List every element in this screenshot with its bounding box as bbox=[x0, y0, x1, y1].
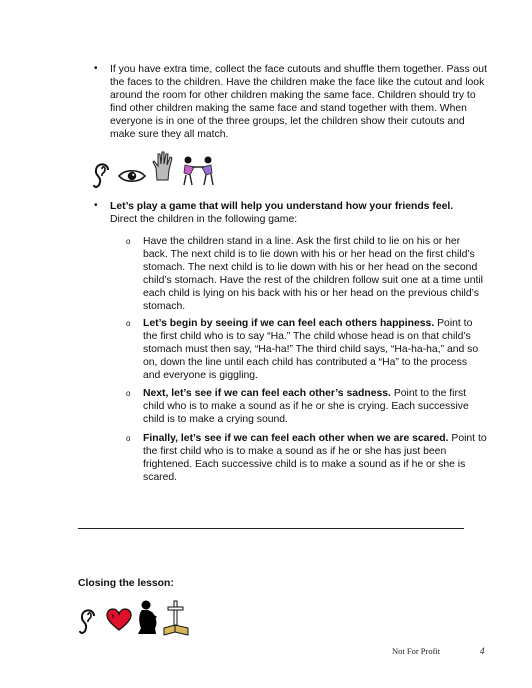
bullet-paragraph-face-cutouts: If you have extra time, collect the face cutouts and shuffle them together. Pass out the faces to the children. Have the children make the face like the cutout and look around the room for other children making the same face. Children should try to find other children making the same face and stand together with them. When everyone is in one of the three groups, let the children show their cutouts and make sure they all match. bbox=[110, 64, 487, 141]
footer-label: Not For Profit bbox=[392, 646, 441, 656]
sub-item-heading: Finally, let’s see if we can feel each other when we are scared. bbox=[143, 433, 449, 444]
sub-item-happiness bbox=[143, 317, 487, 382]
hugging-figures-icon bbox=[180, 155, 216, 187]
sub-bullet-marker: o bbox=[126, 389, 131, 398]
sub-bullet-marker: o bbox=[126, 434, 131, 443]
sub-item-text: Point to the first child who is to make a sound as if he or she is crying. Each successive child is to make a crying sound. bbox=[143, 388, 469, 426]
page-number: 4 bbox=[480, 646, 485, 656]
sub-item-lie-down bbox=[143, 235, 487, 314]
sub-bullet-marker: o bbox=[126, 319, 131, 328]
bullet-heading: Let’s play a game that will help you understand how your friends feel. bbox=[110, 201, 454, 212]
sub-item-text: Have the children stand in a line. Ask the first child to lie on his or her back. The next child is to lie down with his or her head on the first child’s stomach. The next child is to lie down with his or her head on the second child’s stomach. Have the rest of the children follow suit one at a time until each child is lying on his back with his or her head on the previous child’s stomach. bbox=[143, 236, 483, 313]
praying-figure-icon bbox=[136, 600, 160, 636]
bullet-paragraph-game-intro bbox=[110, 200, 488, 226]
sub-bullet-marker: o bbox=[126, 237, 131, 246]
sub-item-scared bbox=[143, 432, 487, 484]
sub-item-text: Point to the first child who is to say “Ha.” The child whose head is on that child’s stomach must then say, “Ha-ha!” The third child says, “Ha-ha-ha,” and so on, down the line until each child has contributed a “Ha” to the process and everyone is giggling. bbox=[143, 318, 479, 382]
closing-heading: Closing the lesson: bbox=[78, 578, 174, 589]
sub-item-heading: Let’s begin by seeing if we can feel each others happiness. bbox=[143, 318, 435, 329]
section-divider bbox=[78, 528, 464, 529]
cross-book-icon bbox=[162, 600, 190, 636]
ear-icon bbox=[92, 160, 114, 190]
hand-icon bbox=[150, 150, 176, 182]
sub-item-text: Point to the first child who is to make a sound as if he or she has just been frightened. Each successive child is to make a sound as if he or she is scared. bbox=[143, 433, 487, 484]
eye-icon bbox=[118, 168, 146, 184]
sub-item-heading: Next, let’s see if we can feel each other’s sadness. bbox=[143, 388, 391, 399]
sub-item-sadness bbox=[143, 387, 487, 426]
bullet-instruction: Direct the children in the following game: bbox=[110, 214, 298, 226]
ear-icon bbox=[78, 606, 100, 636]
bullet-marker: • bbox=[94, 200, 98, 211]
heart-icon bbox=[106, 608, 132, 632]
bullet-marker: • bbox=[94, 63, 98, 74]
